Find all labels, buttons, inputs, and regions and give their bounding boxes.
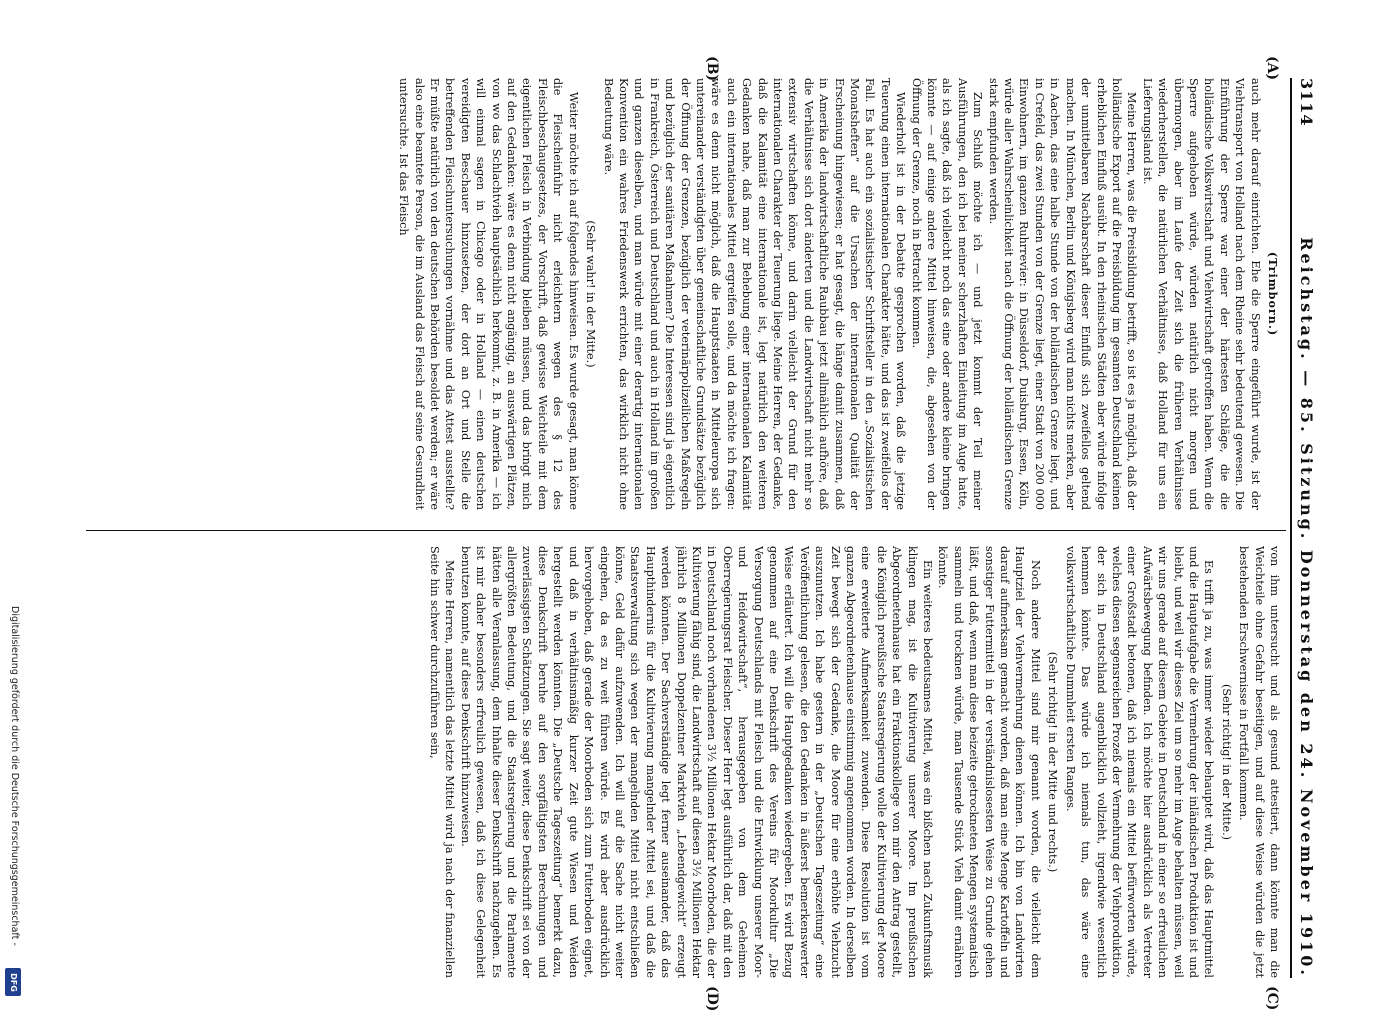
margin-marker-d: (D) <box>704 986 720 1011</box>
left-column <box>92 78 1282 510</box>
left-paragraph: Wiederholt ist in der Debatte gesprochen worden, daß die jetzige Teuerung einen internationalen Charakter hätte, und das ist zweifellos der Fall. Es hat auch ein sozialistischer Schriftsteller in den „Sozialistischen Monatsheften“ auf die Ursachen der internationalen Qualität der Erscheinung hingewiesen; er hat gesagt, die hänge damit zusammen, daß in Amerika der landwirtschaftliche Raubbau jetzt allmählich aufhöre, daß die Verhältnisse sich dort änderten und die Landwirtschaft nicht mehr so extensiv wirtschaften könne, und darin vielleicht der Grund für den internationalen Charakter der Teuerung liege. Meine Herren, der Gedanke, daß die Kalamität eine internationale ist, legt natürlich den weiteren Gedanken nahe, daß man zur Behebung einer internationalen Kalamität auch ein internationales Mittel ergreifen solle, und da möchte ich fragen: wäre es denn nicht möglich, daß die Hauptstaaten in Mitteleuropa sich untereinander verständigten über gemeinschaftliche Grundsätze bezüglich der Öffnung der Grenzen, bezüglich der veterinärpolizeilichen Maßregeln und bezüglich der sanitären Maßnahmen? Die Interessen sind ja eigentlich in Frankreich, Österreich und Deutschland und auch in Holland im großen und ganzen dieselben, und man würde mit einer derartig internationalen Konvention ein wahres Friedenswerk errichten, das wirklich nicht ohne Bedeutung wäre. <box>601 78 908 510</box>
right-paragraph: Meine Herren, namentlich das letzte Mittel wird ja nach der finanziellen Seite hin schwer durchzuführen sein, <box>428 546 457 978</box>
interjection: (Sehr wahr! in der Mitte.) <box>584 220 598 368</box>
right-paragraph: Noch andere Mittel sind mir genannt worden, die vielleicht dem Hauptziel der Viehvermehrung dienen können. Ich bin von Landwirten darauf aufmerksam gemacht worden, daß man eine Menge Kartoffeln und sonstiger Futtermittel in der verständnislosesten Weise zu Grunde gehen läßt, und daß, wenn man diese beizeite getrockneten Mengen systematisch sammeln und trocknen würde, man Tausende Stück Vieh damit ernähren könnte. <box>936 546 1042 978</box>
left-paragraph: Weiter möchte ich auf folgendes hinweisen. Es wurde gesagt, man könne die Fleischeinfuhr nicht erleichtern wegen des § 12 des Fleischbeschaugesetzes, der Vorschrift, daß gewisse Weichteile mit dem eigentlichen Fleisch in Verbindung bleiben müssen, und das bringt mich auf den Gedanken: wäre es denn nicht angängig, an auswärtigen Plätzen, von wo das Schlachtvieh hauptsächlich herkommt, z. B. in Amerika — ich will einmal sagen in Chicago oder in Holland — einen deutschen vereidigten Beschauer hinzusetzen, der dort an Ort und Stelle die betreffenden Fleischuntersuchungen vornähme und das Attest ausstellte? Er müßte natürlich von den deutschen Behörden besoldet werden; er wäre also eine beamtete Person, die im Ausland das Fleisch auf seine Gesundheit untersuchte. Ist das Fleisch <box>397 78 580 510</box>
right-paragraph: Ein weiteres bedeutsames Mittel, was ein bißchen nach Zukunftsmusik klingen mag, ist die Kultivierung unserer Moore. Im preußischen Abgeordnetenhause hat ein Fraktionskollege von mir den Antrag gestellt, die Königlich preußische Staatsregierung wolle der Kultivierung der Moore eine erweiterte Aufmerksamkeit zuwenden. Diese Resolution ist vom ganzen Abgeordnetenhause einstimmig angenommen worden. In derselben Zeit bewegt sich der Gedanke, die Moore für eine erhöhte Viehzucht auszunutzen. Ich habe gestern in der „Deutschen Tageszeitung“ eine Veröffentlichung gelesen, die den Gedanken in äußerst bemerkenswerter Weise erläutert. Ich will die Hauptgedanken wiedergeben. Es wird Bezug genommen auf eine Denkschrift des Vereins für Moorkultur „Die Versorgung Deutschlands mit Fleisch und die Entwicklung unserer Moor- und Heidewirtschaft“, herausgegeben von dem Geheimen Oberregierungsrat Fleischer. Dieser Herr legt ausführlich dar, daß mit den in Deutschland noch vorhandenen 3½ Millionen Hektar Moorboden, die der Kultivierung fähig sind, die Landwirtschaft auf diesen 3½ Millionen Hektar jährlich 8 Millionen Doppelzentner Marktvieh „Lebendgewicht“ erzeugt werden könnten. Der Sachverständige legt ferner auseinander, daß das Haupthindernis für die Kultivierung mangelnder Mittel sei, und daß die Staatsverwaltung sich wegen der mangelnden Mittel nicht entschließen könne, Geld dafür aufzuwenden. Ich will auf die Sache nicht weiter eingehen, da es zu weit führen würde. Es wird aber ausdrücklich hervorgehoben, daß gerade der Moorboden sich zum Futterboden eignet, und daß in verhältnismäßig kurzer Zeit gute Wiesen und Weiden hergestellt werden könnten. Die „Deutsche Tageszeitung“ bemerkt dazu, diese Denkschrift beruhe auf den sorgfältigsten Berechnungen und zuverlässigsten Schätzungen. Sie sagt weiter, diese Denkschrift sei von der allergrößten Bedeutung, und die Staatsregierung und die Parlamente hätten alle Veranlassung, dem Inhalte dieser Denkschrift nachzugehen. Es ist mir daher besonders erfreulich gewesen, daß ich diese Gelegenheit benutzen konnte, auf diese Denkschrift hinzuweisen. <box>458 546 935 978</box>
page-number: 3114 <box>1297 78 1317 127</box>
column-separator <box>86 530 1286 531</box>
speaker-name: (Trimborn.) <box>1266 251 1280 337</box>
interjection: (Sehr richtig! in der Mitte und rechts.) <box>1046 651 1060 873</box>
dfg-logo <box>5 968 21 996</box>
right-column <box>92 546 1282 978</box>
margin-marker-a: (A) <box>1264 56 1280 81</box>
page-header <box>1294 78 1320 978</box>
left-paragraph: Zum Schluß möchte ich — und jetzt kommt der Teil meiner Ausführungen, den ich bei meiner scherzhaften Einleitung im Auge hatte, als ich sagte, daß ich vielleicht noch das eine oder andere kleine bringen könnte — auf einige andere Mittel hinweisen, die, abgesehen von der Öffnung der Grenze, noch in Betracht kommen. <box>909 78 985 510</box>
rotated-page <box>80 56 1320 1011</box>
interjection: (Sehr richtig! in der Mitte.) <box>1219 683 1233 841</box>
left-paragraph: Meine Herren, was die Preisbildung betrifft, so ist es ja möglich, daß der holländische Export auf die Preisbildung im gesamten Deutschland keinen erheblichen Einfluß ausübt. In den rheinischen Städten aber würde infolge der unmittelbaren Nachbarschaft dieser Einfluß sich zweifellos geltend machen. In München, Berlin und Königsberg wird man nichts merken, aber in Aachen, das eine halbe Stunde von der holländischen Grenze liegt, und in Crefeld, das zwei Stunden von der Grenze liegt, einer Stadt von 200 000 Einwohnern, im ganzen Ruhrrevier: in Düsseldorf, Duisburg, Essen, Köln, würde aller Wahrscheinlichkeit nach die Öffnung der holländischen Grenze stark empfunden werden. <box>986 78 1139 510</box>
header-rule <box>1290 78 1292 978</box>
right-paragraph: Es trifft ja zu, was immer wieder behauptet wird, daß das Hauptmittel und die Hauptaufgabe die Vermehrung der inländischen Produktion ist und bleibt, und weil wir dieses Ziel um so mehr im Auge behalten müssen, weil wir uns gerade auf diesem Gebiete in Deutschland in einer so erfreulichen Aufwärtsbewegung befinden. Ich möchte hier ausdrücklich als Vertreter einer Großstadt betonen, daß ich niemals ein Mittel befürworten würde, welches diesen segensreichen Prozeß der Vermehrung der Viehproduktion, der sich in Deutschland augenblicklich vollzieht, irgendwie wesentlich hemmen könnte. Das würde ich niemals tun, das wäre eine volkswirtschaftliche Dummheit ersten Ranges. <box>1063 546 1216 978</box>
digitization-credit <box>6 606 22 996</box>
margin-marker-b: (B) <box>704 56 720 82</box>
right-paragraph: von ihm untersucht und als gesund attestiert, dann könnte man die Weichteile ohne Gefahr beseitigen, und auf diese Weise würden die jetzt bestehenden Erschwernisse in Fortfall kommen. <box>1237 546 1281 978</box>
running-title: Reichstag. — 85. Sitzung. Donnerstag den 24. November 1910. <box>1297 237 1317 978</box>
left-paragraph: auch mehr darauf einrichten. Ehe die Sperre eingeführt wurde, ist der Viehtransport von Holland nach dem Rheine sehr bedeutend gewesen. Die Einführung der Sperre war einer der härtesten Schläge, die die holländische Volkswirtschaft und Viehwirtschaft getroffen haben. Wenn die Sperre aufgehoben würde, würden natürlich nicht morgen und übermorgen, aber im Laufe der Zeit sich die früheren Verhältnisse wiederherstellen, die natürlichen Verhältnisse, daß Holland für uns ein Lieferungsland ist. <box>1140 78 1262 510</box>
margin-marker-c: (C) <box>1264 986 1280 1011</box>
dfg-badge-label: DFG <box>8 972 18 992</box>
credit-text: Digitalisierung gefördert durch die Deutsche Forschungsgemeinschaft - <box>9 606 20 946</box>
